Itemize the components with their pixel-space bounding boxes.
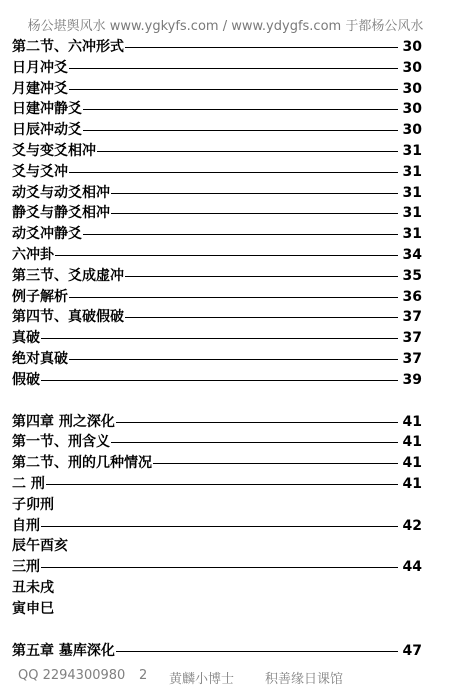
footer-author: 黄麟小博士 bbox=[169, 672, 235, 687]
toc-entry[interactable] bbox=[12, 120, 422, 141]
toc-entry-title: 动爻与动爻相冲 bbox=[12, 184, 110, 201]
toc-entry[interactable] bbox=[12, 641, 422, 662]
toc-entry-page: 41 bbox=[401, 453, 422, 474]
toc-entry[interactable] bbox=[12, 412, 422, 433]
toc-entry-title: 爻与变爻相冲 bbox=[12, 142, 96, 159]
toc-entry[interactable] bbox=[12, 599, 422, 620]
toc-entry[interactable] bbox=[12, 58, 422, 79]
toc-entry-page: 31 bbox=[401, 183, 422, 204]
toc-entry[interactable] bbox=[12, 578, 422, 599]
toc-leader-line bbox=[12, 526, 398, 527]
toc-entry[interactable] bbox=[12, 307, 422, 328]
toc-leader-line bbox=[12, 380, 398, 381]
toc-entry-title: 丑未戌 bbox=[12, 579, 54, 596]
toc-entry-page: 31 bbox=[401, 203, 422, 224]
toc-entry-page: 41 bbox=[401, 432, 422, 453]
toc-entry[interactable] bbox=[12, 79, 422, 100]
toc-entry[interactable] bbox=[12, 266, 422, 287]
toc-leader-line bbox=[12, 255, 398, 256]
toc-leader-line bbox=[12, 68, 398, 69]
toc-entry[interactable] bbox=[12, 37, 422, 58]
toc-entry-page: 41 bbox=[401, 412, 422, 433]
toc-entry-title: 子卯刑 bbox=[12, 496, 54, 513]
toc-entry-page: 35 bbox=[401, 266, 422, 287]
toc-leader-line bbox=[12, 89, 398, 90]
toc-entry[interactable] bbox=[12, 370, 422, 391]
toc-entry[interactable] bbox=[12, 287, 422, 308]
toc-entry-page: 37 bbox=[401, 328, 422, 349]
toc-entry-title: 假破 bbox=[12, 371, 40, 388]
toc-entry-page: 31 bbox=[401, 141, 422, 162]
toc-entry-page: 31 bbox=[401, 162, 422, 183]
toc-entry[interactable] bbox=[12, 536, 422, 557]
toc-entry-title: 日月冲爻 bbox=[12, 59, 68, 76]
toc-entry[interactable] bbox=[12, 203, 422, 224]
toc-entry-page: 36 bbox=[401, 287, 422, 308]
toc-entry[interactable] bbox=[12, 557, 422, 578]
toc-entry-page: 30 bbox=[401, 37, 422, 58]
toc-entry-title: 寅申巳 bbox=[12, 600, 54, 617]
toc-leader-line bbox=[12, 172, 398, 173]
toc-leader-line bbox=[12, 484, 398, 485]
toc-entry-title: 第二节、六冲形式 bbox=[12, 39, 124, 55]
toc-leader-line bbox=[12, 338, 398, 339]
toc-entry-title: 真破 bbox=[12, 330, 40, 347]
toc-entry-page: 41 bbox=[401, 474, 422, 495]
toc-entry-title: 月建冲爻 bbox=[12, 80, 68, 97]
toc-entry-title: 动爻冲静爻 bbox=[12, 226, 82, 243]
toc-entry-page: 30 bbox=[401, 58, 422, 79]
toc-leader-line bbox=[12, 567, 398, 568]
toc-entry[interactable] bbox=[12, 349, 422, 370]
toc-entry-title: 自刑 bbox=[12, 517, 40, 534]
toc-leader-line bbox=[12, 359, 398, 360]
toc-entry-page: 30 bbox=[401, 120, 422, 141]
toc-entry-title: 辰午酉亥 bbox=[12, 538, 68, 555]
toc-entry[interactable] bbox=[12, 141, 422, 162]
toc-entry-title: 绝对真破 bbox=[12, 350, 68, 367]
footer-slogan: 积善缘日课馆 bbox=[265, 672, 344, 687]
toc-entry[interactable] bbox=[12, 328, 422, 349]
toc-entry-page: 30 bbox=[401, 99, 422, 120]
table-of-contents bbox=[12, 37, 422, 661]
toc-entry-title: 第五章 墓库深化 bbox=[12, 642, 115, 659]
toc-entry-title: 爻与爻冲 bbox=[12, 163, 68, 180]
toc-entry-page: 30 bbox=[401, 79, 422, 100]
toc-entry[interactable] bbox=[12, 453, 422, 474]
toc-entry-title: 第一节、刑含义 bbox=[12, 434, 110, 451]
toc-entry-title: 第四章 刑之深化 bbox=[12, 413, 115, 430]
toc-entry-page: 37 bbox=[401, 349, 422, 370]
toc-entry[interactable] bbox=[12, 224, 422, 245]
toc-entry[interactable] bbox=[12, 432, 422, 453]
toc-spacer bbox=[12, 620, 422, 641]
toc-entry-title: 静爻与静爻相冲 bbox=[12, 205, 110, 222]
toc-entry-page: 31 bbox=[401, 224, 422, 245]
toc-entry[interactable] bbox=[12, 99, 422, 120]
toc-entry-title: 第四节、真破假破 bbox=[12, 309, 124, 326]
page-footer bbox=[0, 668, 451, 690]
toc-spacer bbox=[12, 391, 422, 412]
toc-entry-title: 第三节、爻成虚冲 bbox=[12, 267, 124, 284]
toc-entry[interactable] bbox=[12, 183, 422, 204]
toc-entry-title: 六冲卦 bbox=[12, 246, 54, 263]
toc-entry[interactable] bbox=[12, 516, 422, 537]
page-header: 杨公堪舆风水 www.ygkyfs.com / www.ydygfs.com 于都杨公风水 bbox=[27, 19, 424, 34]
toc-entry-title: 例子解析 bbox=[12, 288, 68, 305]
toc-entry-title: 日辰冲动爻 bbox=[12, 122, 82, 139]
toc-entry-title: 二 刑 bbox=[12, 475, 45, 492]
toc-entry-title: 第二节、刑的几种情况 bbox=[12, 455, 152, 472]
toc-entry-title: 三刑 bbox=[12, 559, 40, 576]
toc-entry-page: 42 bbox=[401, 516, 422, 537]
toc-entry-page: 34 bbox=[401, 245, 422, 266]
toc-entry-page: 44 bbox=[401, 557, 422, 578]
toc-leader-line bbox=[12, 297, 398, 298]
toc-entry[interactable] bbox=[12, 245, 422, 266]
toc-entry[interactable] bbox=[12, 474, 422, 495]
toc-entry[interactable] bbox=[12, 162, 422, 183]
toc-entry-page: 37 bbox=[401, 307, 422, 328]
footer-page-number: 2 bbox=[139, 668, 148, 683]
footer-qq: QQ 2294300980 bbox=[18, 668, 126, 683]
toc-entry-page: 47 bbox=[401, 641, 422, 662]
toc-entry-title: 日建冲静爻 bbox=[12, 101, 82, 118]
toc-entry-page: 39 bbox=[401, 370, 422, 391]
toc-entry[interactable] bbox=[12, 495, 422, 516]
